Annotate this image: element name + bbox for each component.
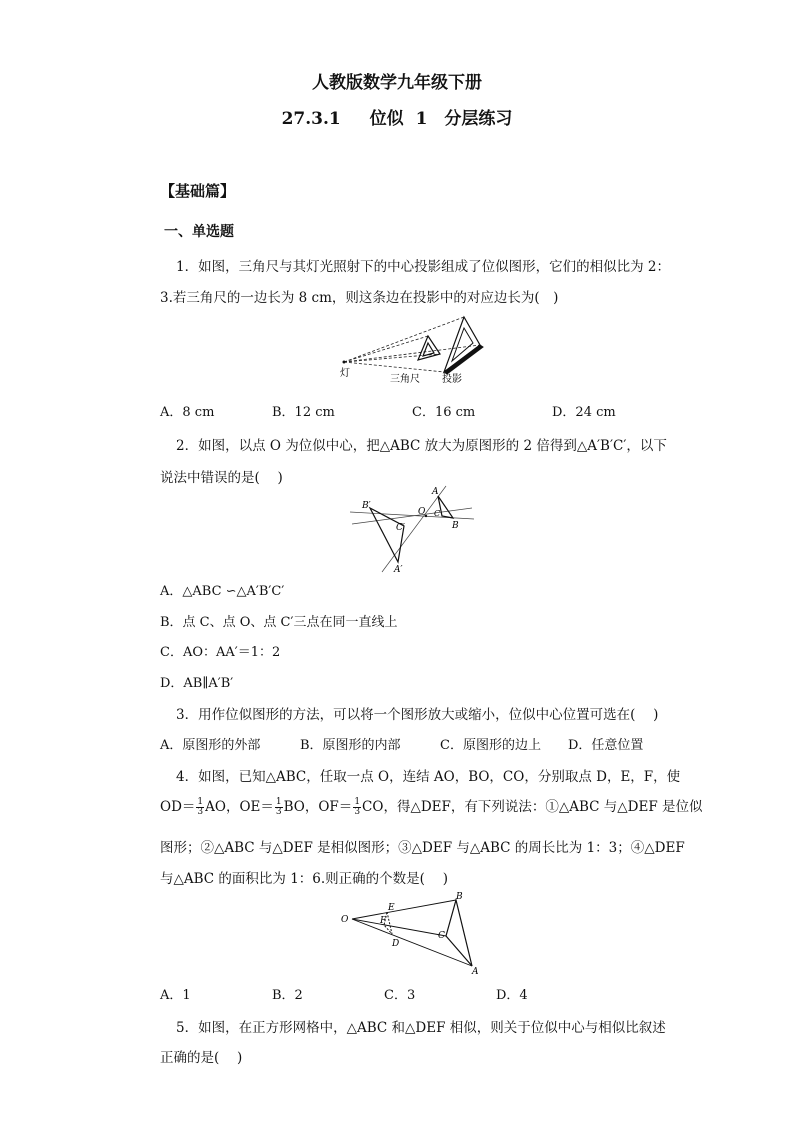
question-1-figure [330,312,490,390]
q2-option-d: D．AB∥A′B′ [160,676,234,691]
fig2-label-b-prime: B′ [362,501,371,511]
subsection-heading: 一、单选题 [164,224,234,240]
q4-option-d: D．4 [496,988,528,1003]
fig2-label-a-prime: A′ [394,565,403,574]
q3-option-b: B．原图形的内部 [300,738,401,753]
lamp-point [343,361,346,364]
question-4-text: 4．如图，已知△ABC，任取一点 O，连结 AO，BO，CO，分别取点 D，E，F，使 [176,769,681,785]
q2-option-b: B．点 C、点 O、点 C′三点在同一直线上 [160,615,398,630]
document-title: 人教版数学九年级下册 [312,73,482,93]
question-5-text: 5．如图，在正方形网格中，△ABC 和△DEF 相似，则关于位似中心与相似比叙述 [176,1020,666,1036]
question-4-figure [338,888,488,976]
q4-option-a: A．1 [160,988,191,1003]
fig4-label-o: O [341,915,349,925]
question-1-text: 1．如图，三角尺与其灯光照射下的中心投影组成了位似图形，它们的相似比为 2： [176,259,670,275]
fig2-label-c-prime: C′ [396,523,405,533]
question-2-text: 2．如图，以点 O 为位似中心，把△ABC 放大为原图形的 2 倍得到△A′B′C′，以下 [176,438,667,454]
document-subtitle: 27.3.1 位似 1 分层练习 [281,109,513,129]
q4-formula-part-4: CO，得△DEF，有下列说法：①△ABC 与△DEF 是位似 [362,799,703,815]
q1-option-c: C．16 cm [412,405,476,420]
question-4-text-cont2: 与△ABC 的面积比为 1：6.则正确的个数是( ) [160,871,449,887]
q1-option-d: D．24 cm [552,405,616,420]
question-4-text-formula [160,795,703,817]
fraction-one-third-3: $\frac{1}{3}$ [354,797,361,817]
question-4-text-cont: 图形；②△ABC 与△DEF 是相似图形；③△DEF 与△ABC 的周长比为 1：3；④△DEF [160,840,685,856]
question-3-text: 3．用作位似图形的方法，可以将一个图形放大或缩小，位似中心位置可选在( ) [176,707,659,723]
fig-label-lamp: 灯 [340,368,350,379]
fig2-label-o: O [418,507,426,517]
q2-option-c: C．AO：AA′＝1：2 [160,645,281,660]
question-2-figure [348,482,478,574]
q1-option-a: A．8 cm [160,405,215,420]
fig4-label-f: F [380,916,387,926]
fraction-one-third-2: $\frac{1}{3}$ [275,797,282,817]
fig2-label-c: C [434,509,441,518]
small-triangle [438,496,453,518]
question-5-text-cont: 正确的是( ) [160,1050,243,1066]
fig-label-ruler: 三角尺 [390,374,420,385]
fig4-label-d: D [392,939,400,949]
fig2-label-a: A [432,487,439,497]
section-heading: 【基础篇】 [160,182,236,200]
fig4-label-b: B [456,892,463,902]
q1-option-b: B．12 cm [272,405,335,420]
question-1-text-cont: 3.若三角尺的一边长为 8 cm，则这条边在投影中的对应边长为( ) [160,290,559,306]
q3-option-a: A．原图形的外部 [160,738,261,753]
fig4-label-a: A [472,967,479,976]
triangle-abc [446,900,472,966]
fig-label-shadow: 投影 [442,374,462,385]
question-2-text-cont: 说法中错误的是( ) [160,470,283,486]
q4-formula-part-1: OD＝ [160,799,196,815]
rays-from-o [352,900,472,966]
shadow-triangle [444,317,483,374]
q4-formula-part-2: AO，OE＝ [205,799,274,815]
fraction-one-third-1: $\frac{1}{3}$ [197,797,204,817]
fig4-label-e: E [388,903,395,913]
q3-option-c: C．原图形的边上 [440,738,541,753]
q4-option-c: C．3 [384,988,416,1003]
large-triangle [370,508,404,562]
q2-option-a: A．△ABC ∽△A′B′C′ [160,584,285,599]
fig4-label-c: C [438,931,445,941]
ruler-triangle [418,336,440,360]
q4-formula-part-3: BO，OF＝ [283,799,353,815]
q3-option-d: D．任意位置 [568,738,644,753]
fig2-label-b: B [452,521,459,531]
q4-option-b: B．2 [272,988,303,1003]
